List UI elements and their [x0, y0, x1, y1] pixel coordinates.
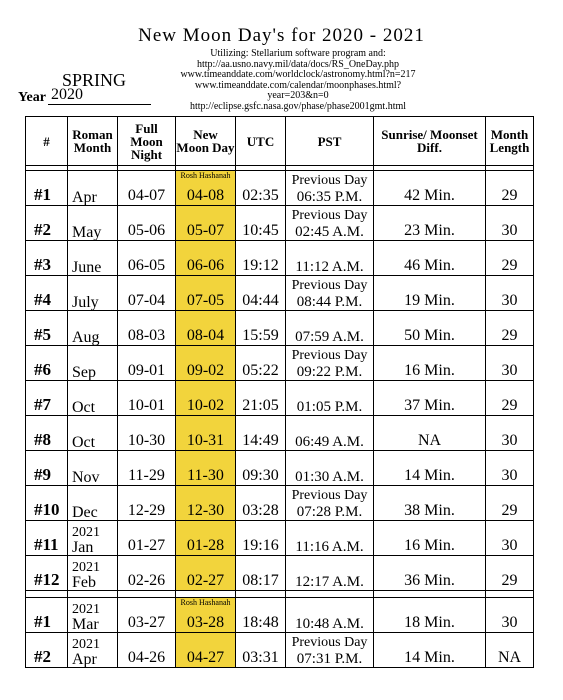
sources-line: Utilizing: Stellarium software program and: [210, 48, 386, 59]
utc-time: 21:05 [236, 381, 286, 416]
table-row [26, 171, 534, 206]
new-moon-value: 10-31 [186, 432, 225, 449]
roman-month [68, 633, 118, 668]
month-length: 29 [486, 486, 534, 521]
new-moon-date [176, 416, 236, 451]
pst-time [286, 171, 374, 206]
row-number: #5 [26, 311, 68, 346]
table-row [26, 556, 534, 591]
pst-time [286, 346, 374, 381]
pst-value: 12:17 A.M. [295, 574, 364, 590]
new-moon-value: 04-08 [186, 187, 225, 204]
pst-time [286, 598, 374, 633]
table-row [26, 521, 534, 556]
pst-value: 02:45 A.M. [295, 224, 364, 240]
header-utc: UTC [236, 117, 286, 166]
pst-time [286, 381, 374, 416]
row-number: #9 [26, 451, 68, 486]
pst-value: 07:28 P.M. [296, 504, 363, 520]
sunrise-moonset-diff: 23 Min. [374, 206, 486, 241]
new-moon-date [176, 381, 236, 416]
sunrise-moonset-diff: NA [374, 416, 486, 451]
full-moon-date: 01-27 [118, 521, 176, 556]
new-moon-date [176, 521, 236, 556]
month-name: Mar [72, 616, 99, 633]
separator-cell [286, 591, 374, 598]
full-moon-date: 08-03 [118, 311, 176, 346]
new-moon-value: 05-07 [186, 222, 225, 239]
previous-day-label: Previous Day [291, 278, 368, 293]
month-length: 30 [486, 276, 534, 311]
month-length: 29 [486, 311, 534, 346]
pst-time [286, 633, 374, 668]
row-number: #2 [26, 633, 68, 668]
month-name: Dec [72, 504, 98, 521]
sources-line: www.timeanddate.com/calendar/moonphases.html?year=203&n=0 [194, 79, 402, 101]
year-value: 2020 [48, 86, 151, 105]
month-length: 30 [486, 521, 534, 556]
pst-value: 01:05 P.M. [296, 399, 363, 415]
previous-day-label: Previous Day [291, 488, 368, 503]
month-name: Feb [72, 574, 96, 591]
roman-month [68, 206, 118, 241]
new-moon-value: 12-30 [186, 502, 225, 519]
pst-time [286, 521, 374, 556]
roman-month [68, 171, 118, 206]
holiday-note: Rosh Hashanah [180, 171, 231, 180]
roman-month [68, 346, 118, 381]
new-moon-date [176, 451, 236, 486]
pst-time [286, 451, 374, 486]
month-name: Oct [72, 434, 96, 451]
separator-cell [176, 591, 236, 598]
new-moon-date [176, 171, 236, 206]
month-length: 30 [486, 451, 534, 486]
sunrise-moonset-diff: 42 Min. [374, 171, 486, 206]
header-num: # [26, 117, 68, 166]
sources-block [168, 49, 428, 112]
season-label: SPRING [62, 70, 127, 90]
utc-time: 05:22 [236, 346, 286, 381]
month-length: 29 [486, 241, 534, 276]
sources-line: http://eclipse.gsfc.nasa.gov/phase/phase2001gmt.html [189, 100, 407, 112]
month-name: Sep [72, 364, 96, 381]
new-moon-date [176, 241, 236, 276]
month-length: NA [486, 633, 534, 668]
pst-time [286, 486, 374, 521]
month-length: 29 [486, 381, 534, 416]
roman-month [68, 311, 118, 346]
table-row [26, 346, 534, 381]
month-length: 30 [486, 598, 534, 633]
month-length: 30 [486, 206, 534, 241]
new-moon-date [176, 311, 236, 346]
table-row [26, 633, 534, 668]
row-number: #6 [26, 346, 68, 381]
pst-time [286, 241, 374, 276]
pst-time [286, 556, 374, 591]
month-year: 2021 [72, 637, 100, 652]
sunrise-moonset-diff: 16 Min. [374, 521, 486, 556]
new-moon-date [176, 486, 236, 521]
roman-month [68, 521, 118, 556]
utc-time: 19:12 [236, 241, 286, 276]
sunrise-moonset-diff: 16 Min. [374, 346, 486, 381]
month-length: 29 [486, 171, 534, 206]
previous-day-label: Previous Day [291, 348, 368, 363]
header-pst: PST [286, 117, 374, 166]
pst-time [286, 206, 374, 241]
pst-value: 11:12 A.M. [295, 259, 364, 275]
separator-cell [26, 591, 68, 598]
new-moon-date [176, 346, 236, 381]
full-moon-date: 06-05 [118, 241, 176, 276]
month-name: Jan [72, 539, 94, 556]
month-name: Aug [72, 329, 100, 346]
utc-time: 08:17 [236, 556, 286, 591]
row-number: #8 [26, 416, 68, 451]
sunrise-moonset-diff: 38 Min. [374, 486, 486, 521]
new-moon-table [25, 116, 534, 668]
separator-cell [68, 591, 118, 598]
header-new-moon: New Moon Day [176, 117, 236, 166]
utc-time: 03:28 [236, 486, 286, 521]
full-moon-date: 05-06 [118, 206, 176, 241]
full-moon-date: 04-26 [118, 633, 176, 668]
sunrise-moonset-diff: 50 Min. [374, 311, 486, 346]
roman-month [68, 451, 118, 486]
row-number: #2 [26, 206, 68, 241]
new-moon-value: 11-30 [187, 467, 224, 484]
month-name: July [72, 294, 99, 311]
month-name: May [72, 224, 102, 241]
row-number: #1 [26, 598, 68, 633]
separator-cell [236, 591, 286, 598]
new-moon-date [176, 556, 236, 591]
table-row [26, 241, 534, 276]
separator-cell [374, 591, 486, 598]
roman-month [68, 241, 118, 276]
month-name: Apr [72, 189, 97, 206]
previous-day-label: Previous Day [291, 173, 368, 188]
full-moon-date: 04-07 [118, 171, 176, 206]
roman-month [68, 416, 118, 451]
roman-month [68, 276, 118, 311]
utc-time: 19:16 [236, 521, 286, 556]
header-diff: Sunrise/ Moonset Diff. [374, 117, 486, 166]
row-number: #3 [26, 241, 68, 276]
sunrise-moonset-diff: 36 Min. [374, 556, 486, 591]
row-number: #1 [26, 171, 68, 206]
pst-value: 10:48 A.M. [295, 616, 364, 632]
new-moon-value: 07-05 [186, 292, 225, 309]
sunrise-moonset-diff: 46 Min. [374, 241, 486, 276]
new-moon-value: 08-04 [186, 327, 225, 344]
new-moon-value: 02-27 [186, 572, 225, 589]
full-moon-date: 12-29 [118, 486, 176, 521]
full-moon-date: 09-01 [118, 346, 176, 381]
roman-month [68, 598, 118, 633]
full-moon-date: 10-01 [118, 381, 176, 416]
separator-row [26, 591, 534, 598]
table-row [26, 381, 534, 416]
new-moon-value: 09-02 [186, 362, 225, 379]
row-number: #12 [26, 556, 68, 591]
full-moon-date: 02-26 [118, 556, 176, 591]
month-name: June [72, 259, 102, 276]
roman-month [68, 556, 118, 591]
row-number: #11 [26, 521, 68, 556]
month-year: 2021 [72, 560, 100, 575]
header-month-length: Month Length [486, 117, 534, 166]
new-moon-date [176, 276, 236, 311]
pst-value: 07:31 P.M. [296, 651, 363, 667]
pst-time [286, 276, 374, 311]
table-body [26, 166, 534, 668]
table-row [26, 598, 534, 633]
new-moon-value: 10-02 [186, 397, 225, 414]
header-roman-month: Roman Month [68, 117, 118, 166]
pst-value: 08:44 P.M. [296, 294, 363, 310]
utc-time: 18:48 [236, 598, 286, 633]
table-row [26, 416, 534, 451]
pst-value: 11:16 A.M. [295, 539, 364, 555]
new-moon-date [176, 206, 236, 241]
header-row [26, 117, 534, 166]
sunrise-moonset-diff: 37 Min. [374, 381, 486, 416]
sunrise-moonset-diff: 19 Min. [374, 276, 486, 311]
sunrise-moonset-diff: 14 Min. [374, 633, 486, 668]
previous-day-label: Previous Day [291, 635, 368, 650]
new-moon-value: 06-06 [186, 257, 225, 274]
full-moon-date: 03-27 [118, 598, 176, 633]
utc-time: 04:44 [236, 276, 286, 311]
table-row [26, 276, 534, 311]
year-label: Year [18, 90, 46, 105]
month-name: Nov [72, 469, 100, 486]
month-length: 30 [486, 346, 534, 381]
sources-line: http://aa.usno.navy.mil/data/docs/RS_OneDay.php [196, 58, 399, 70]
utc-time: 03:31 [236, 633, 286, 668]
utc-time: 14:49 [236, 416, 286, 451]
roman-month [68, 486, 118, 521]
pst-value: 09:22 P.M. [296, 364, 363, 380]
holiday-note: Rosh Hashanah [180, 598, 231, 607]
utc-time: 02:35 [236, 171, 286, 206]
full-moon-date: 10-30 [118, 416, 176, 451]
row-number: #4 [26, 276, 68, 311]
new-moon-date [176, 598, 236, 633]
pst-value: 06:49 A.M. [295, 434, 364, 450]
utc-time: 09:30 [236, 451, 286, 486]
table-row [26, 451, 534, 486]
previous-day-label: Previous Day [291, 208, 368, 223]
sunrise-moonset-diff: 18 Min. [374, 598, 486, 633]
new-moon-value: 03-28 [186, 614, 225, 631]
month-name: Apr [72, 651, 97, 668]
full-moon-date: 11-29 [118, 451, 176, 486]
row-number: #7 [26, 381, 68, 416]
new-moon-value: 04-27 [186, 649, 225, 666]
pst-time [286, 311, 374, 346]
month-name: Oct [72, 399, 96, 416]
sources-line: www.timeanddate.com/worldclock/astronomy.html?n=217 [180, 69, 416, 80]
month-year: 2021 [72, 602, 100, 617]
separator-cell [486, 591, 534, 598]
separator-cell [118, 591, 176, 598]
month-length: 30 [486, 416, 534, 451]
new-moon-value: 01-28 [186, 537, 225, 554]
pst-value: 07:59 A.M. [295, 329, 364, 345]
utc-time: 15:59 [236, 311, 286, 346]
roman-month [68, 381, 118, 416]
page-title: New Moon Day's for 2020 - 2021 [138, 25, 425, 46]
month-year: 2021 [72, 525, 100, 540]
row-number: #10 [26, 486, 68, 521]
pst-value: 01:30 A.M. [295, 469, 364, 485]
header-full-moon: Full Moon Night [118, 117, 176, 166]
pst-time [286, 416, 374, 451]
sunrise-moonset-diff: 14 Min. [374, 451, 486, 486]
pst-value: 06:35 P.M. [296, 189, 363, 205]
utc-time: 10:45 [236, 206, 286, 241]
month-length: 29 [486, 556, 534, 591]
table-row [26, 486, 534, 521]
table-row [26, 311, 534, 346]
full-moon-date: 07-04 [118, 276, 176, 311]
table-row [26, 206, 534, 241]
new-moon-date [176, 633, 236, 668]
